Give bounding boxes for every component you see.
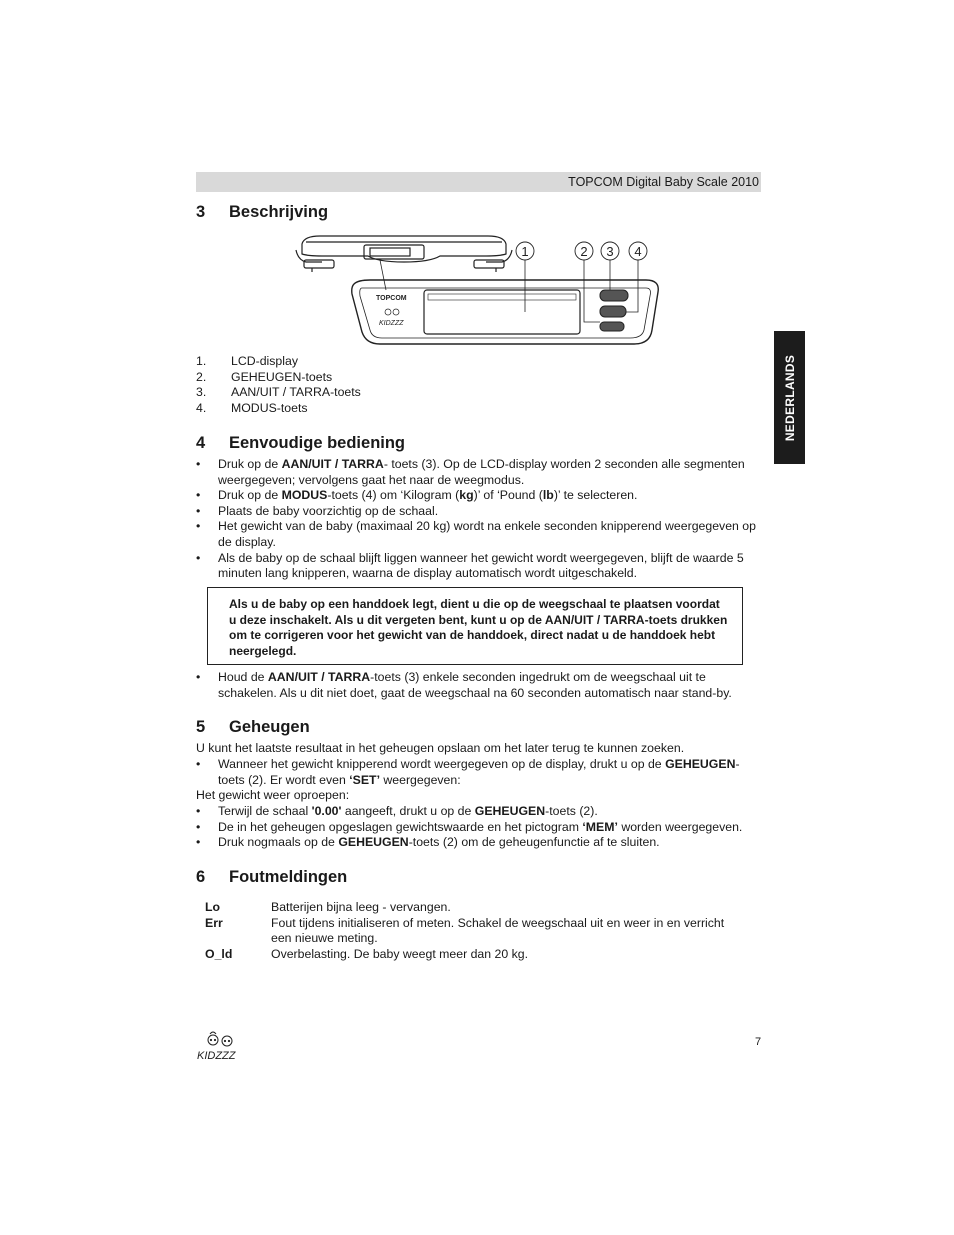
list-item [196,354,361,370]
item-label: LCD-display [231,354,298,368]
section-4-heading [196,434,405,453]
error-code: Err [205,915,223,930]
operation-bullets [196,457,766,582]
aan-uit-tarra-button [600,306,626,317]
scale-diagram [290,232,670,352]
item-number: 2. [196,369,207,384]
panel-kidzzz-logo [379,309,404,327]
scale-side-view [296,236,512,272]
page-number: 7 [755,1036,762,1048]
header-title: TOPCOM Digital Baby Scale 2010 [568,175,759,189]
language-tab-label: NEDERLANDS [782,354,797,441]
language-tab [774,331,805,464]
table-row [205,947,745,963]
memory-intro: U kunt het laatste resultaat in het geheugen opslaan om het later terug te kunnen zoeken. [196,741,685,755]
list-item: • Terwijl de schaal '0.00' aangeeft, drukt u op de GEHEUGEN-toets (2). [196,804,766,820]
callout-3: 3 [606,244,614,259]
table-row [205,900,745,916]
scale-panel [352,280,659,344]
list-item: • Druk op de AAN/UIT / TARRA- toets (3). Op de LCD-display worden 2 seconden alle segmenten weergegeven; vervolgens gaat het naar de weegmodus. [196,457,766,488]
list-item: • Druk op de MODUS-toets (4) om ‘Kilogram (kg)’ of ‘Pound (lb)’ te selecteren. [196,488,766,504]
recall-bullets [196,804,766,851]
memory-bullets [196,757,766,788]
section-number: 6 [196,868,206,886]
footer-logo-text: KIDZZZ [197,1050,236,1062]
section-title: Eenvoudige bediening [229,434,406,452]
section-title: Foutmeldingen [229,868,348,886]
callout-4: 4 [634,244,642,259]
leader-line [380,260,386,290]
section-title: Beschrijving [229,203,329,221]
section-number: 5 [196,718,206,736]
list-item [196,370,361,386]
list-item: • Houd de AAN/UIT / TARRA-toets (3) enkele seconden ingedrukt om de weegschaal uit te schakelen. Als u dit niet doet, gaat de weegschaal na 60 seconden automatisch naar stand-by. [196,670,766,701]
item-number: 1. [196,354,207,368]
lcd-display [424,290,580,334]
table-row [205,916,745,947]
error-text: Overbelasting. De baby weegt meer dan 20 kg. [271,946,529,961]
section-number: 4 [196,434,206,452]
geheugen-button [600,290,628,301]
item-number: 4. [196,400,207,415]
section-3-heading [196,203,328,222]
modus-button [600,322,624,331]
note-text: Als u de baby op een handdoek legt, dient u die op de weegschaal te plaatsen voordat u deze inschakelt. Als u dit vergeten bent, kunt u op de AAN/UIT / TARRA-toets drukken om te corrigeren voor het gewicht van de handdoek, direct nadat u de handdoek hebt neergelegd. [229,597,728,658]
list-item [196,385,361,401]
section-6-heading [196,868,347,887]
section-title: Geheugen [229,718,310,736]
item-number: 3. [196,385,207,399]
error-text: Batterijen bijna leeg - vervangen. [271,900,451,914]
list-item: • Druk nogmaals op de GEHEUGEN-toets (2) om de geheugenfunctie af te sluiten. [196,835,766,851]
panel-brand: TOPCOM [376,295,407,302]
error-text: Fout tijdens initialiseren of meten. Schakel de weegschaal uit en weer in en verricht een nieuwe meting. [271,915,725,945]
operation-bullets-2 [196,670,766,701]
error-code: Lo [205,900,221,914]
error-table [205,900,745,962]
list-item: • De in het geheugen opgeslagen gewichtswaarde en het pictogram ‘MEM’ worden weergegeven. [196,820,766,836]
kidzzz-logo [196,1030,248,1064]
note-box [207,587,743,665]
component-list [196,354,361,416]
panel-logo-text: KIDZZZ [379,320,404,327]
section-number: 3 [196,203,206,221]
list-item: • Het gewicht van de baby (maximaal 20 kg) wordt na enkele seconden knipperend weergegeven op de display. [196,519,766,550]
list-item [196,401,361,417]
section-5-heading [196,718,310,737]
list-item: • Plaats de baby voorzichtig op de schaal. [196,504,766,520]
running-header [196,172,761,192]
list-item: • Wanneer het gewicht knipperend wordt weergegeven op de display, drukt u op de GEHEUGEN-toets (2). Er wordt even ‘SET’ weergegeven: [196,757,766,788]
list-item: • Als de baby op de schaal blijft liggen wanneer het gewicht wordt weergegeven, blijft de waarde 5 minuten lang knipperen, waarna de display automatisch wordt uitgeschakeld. [196,551,766,582]
callout-2: 2 [580,244,588,259]
callout-1: 1 [521,244,529,259]
item-label: AAN/UIT / TARRA-toets [231,385,361,399]
item-label: MODUS-toets [231,400,308,415]
error-code: O_ld [205,946,233,961]
item-label: GEHEUGEN-toets [231,369,333,384]
recall-heading: Het gewicht weer oproepen: [196,788,350,802]
callout-numbers [516,242,647,260]
